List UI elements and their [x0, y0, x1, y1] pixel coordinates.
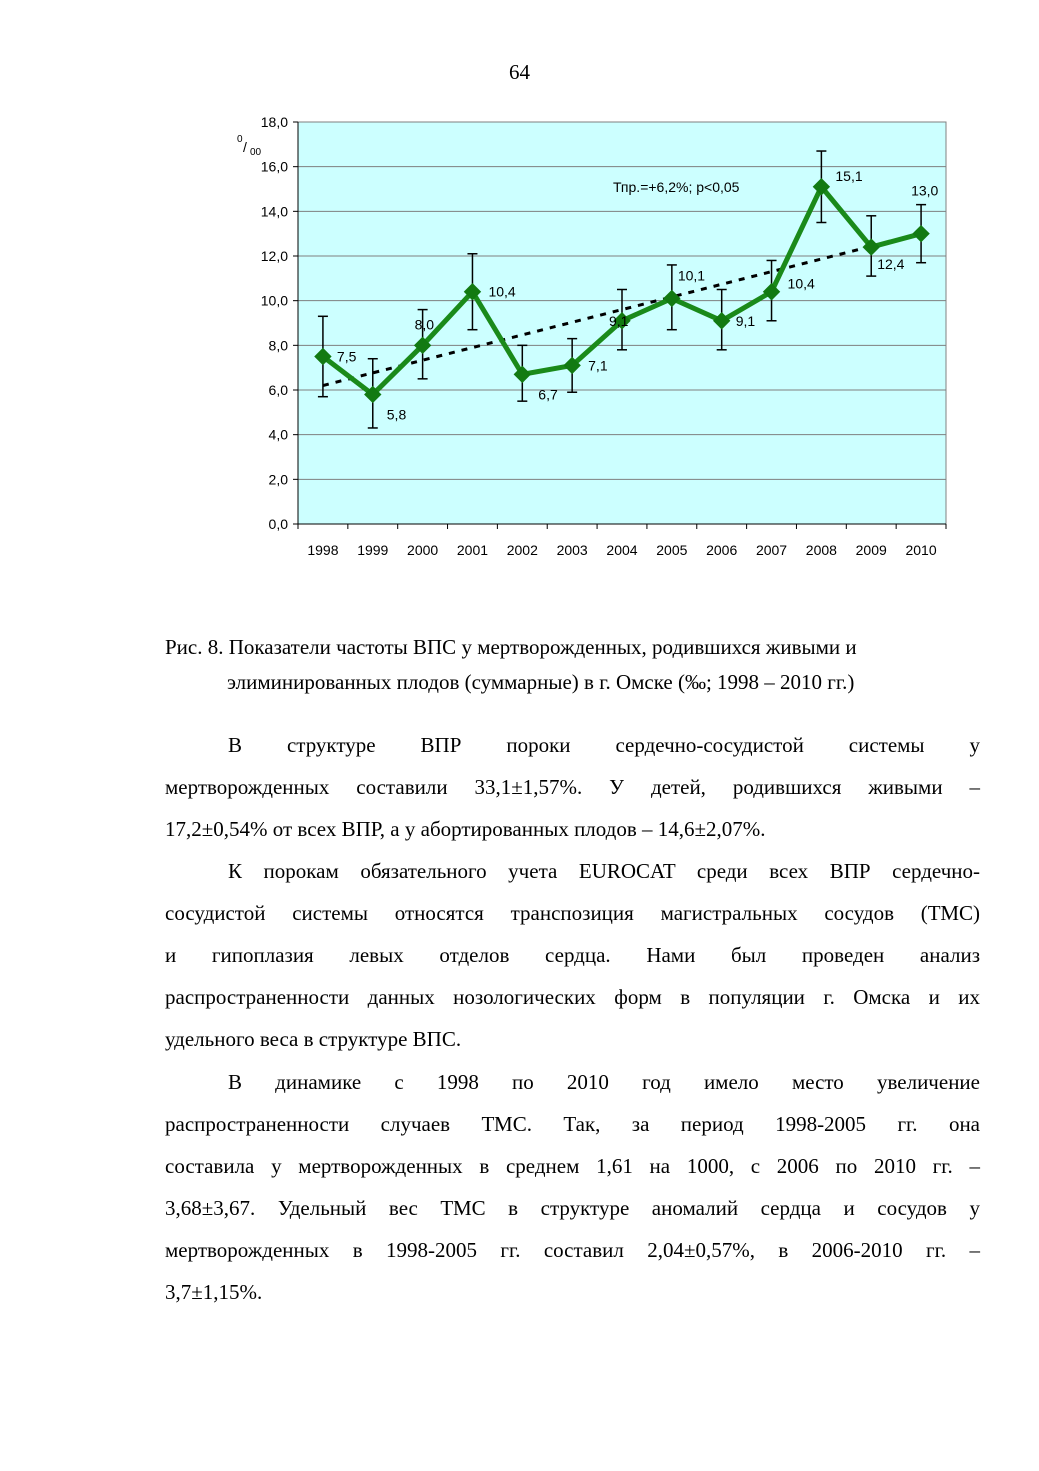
data-label: 10,1: [677, 267, 706, 284]
data-label: 8,0: [414, 316, 435, 333]
y-tick-label: 12,0: [260, 248, 288, 264]
y-axis: [261, 114, 298, 532]
caption-line-1: Рис. 8. Показатели частоты ВПС у мертворожденных, родившихся живыми и: [165, 635, 857, 659]
x-tick-label: 2001: [456, 542, 489, 558]
paragraph-line: мертворожденных составили 33,1±1,57%. У детей, родившихся живыми –: [165, 775, 980, 799]
paragraph-line: и гипоплазия левых отделов сердца. Нами был проведен анализ: [165, 943, 980, 967]
x-tick-label: 2000: [407, 542, 439, 558]
paragraph-line: распространенности данных нозологических форм в популяции г. Омска и их: [165, 985, 980, 1009]
paragraph-line: сосудистой системы относятся транспозиция магистральных сосудов (ТМС): [165, 901, 980, 925]
trend-annotation: Тпр.=+6,2%; p<0,05: [613, 179, 740, 195]
figure-caption: [165, 630, 980, 700]
x-tick-label: 2006: [706, 542, 738, 558]
data-label: 7,5: [336, 348, 357, 365]
paragraph-line: удельного веса в структуре ВПС.: [165, 1027, 462, 1051]
y-tick-label: 6,0: [268, 382, 288, 398]
paragraph-line: К порокам обязательного учета EUROCAT среди всех ВПР сердечно-: [228, 859, 980, 883]
paragraph-line: 3,7±1,15%.: [165, 1280, 263, 1304]
x-tick-label: 2009: [855, 542, 887, 558]
y-axis-unit-part: 00: [250, 147, 262, 158]
paragraph-2: [165, 850, 980, 1060]
y-axis-unit-part: /: [243, 139, 247, 155]
x-tick-label: 2007: [755, 542, 788, 558]
data-label: 12,4: [877, 256, 905, 273]
paragraph-1: [165, 724, 980, 850]
data-label: 9,1: [735, 312, 756, 329]
x-axis: [298, 524, 946, 558]
y-tick-label: 14,0: [260, 203, 288, 220]
data-label: 10,4: [787, 275, 815, 292]
data-label: 9,1: [609, 312, 629, 329]
y-axis-unit-label: [237, 134, 262, 158]
x-tick-label: 2008: [805, 542, 837, 558]
x-tick-label: 2005: [656, 542, 688, 558]
paragraph-line: 17,2±0,54% от всех ВПР, а у абортированных плодов – 14,6±2,07%.: [165, 817, 766, 841]
y-tick-label: 2,0: [268, 471, 288, 488]
x-tick-label: 1999: [357, 542, 389, 558]
data-label: 5,8: [386, 406, 407, 423]
page-number: 64: [509, 60, 530, 84]
line-chart: [230, 108, 960, 578]
data-label: 10,4: [488, 283, 516, 300]
y-axis-unit-part: 0: [237, 134, 243, 145]
paragraph-3: [165, 1061, 980, 1313]
data-label: 13,0: [911, 182, 939, 199]
paragraph-line: распространенности случаев ТМС. Так, за период 1998-2005 гг. она: [165, 1112, 980, 1136]
x-tick-label: 2002: [506, 542, 538, 558]
x-tick-label: 2010: [905, 542, 937, 558]
x-tick-label: 1998: [307, 542, 339, 558]
data-label: 6,7: [538, 386, 558, 403]
y-tick-label: 10,0: [260, 292, 288, 309]
y-tick-label: 4,0: [268, 426, 288, 443]
paragraph-line: В динамике с 1998 по 2010 год имело место увеличение: [228, 1070, 980, 1094]
paragraph-line: В структуре ВПР пороки сердечно-сосудистой системы у: [228, 733, 980, 757]
y-tick-label: 18,0: [260, 114, 288, 130]
paragraph-line: мертворожденных в 1998-2005 гг. составил 2,04±0,57%, в 2006-2010 гг. –: [165, 1238, 980, 1262]
data-label: 7,1: [588, 357, 608, 374]
y-tick-label: 0,0: [268, 516, 288, 532]
y-tick-label: 8,0: [268, 337, 288, 354]
y-tick-label: 16,0: [260, 158, 288, 175]
x-tick-label: 2004: [606, 542, 638, 558]
data-label: 15,1: [835, 167, 863, 184]
x-tick-label: 2003: [556, 542, 588, 558]
caption-line-2: элиминированных плодов (суммарные) в г. Омске (‰; 1998 – 2010 гг.): [227, 670, 855, 694]
paragraph-line: составила у мертворожденных в среднем 1,61 на 1000, с 2006 по 2010 гг. –: [165, 1154, 980, 1178]
paragraph-line: 3,68±3,67. Удельный вес ТМС в структуре аномалий сердца и сосудов у: [165, 1196, 980, 1220]
